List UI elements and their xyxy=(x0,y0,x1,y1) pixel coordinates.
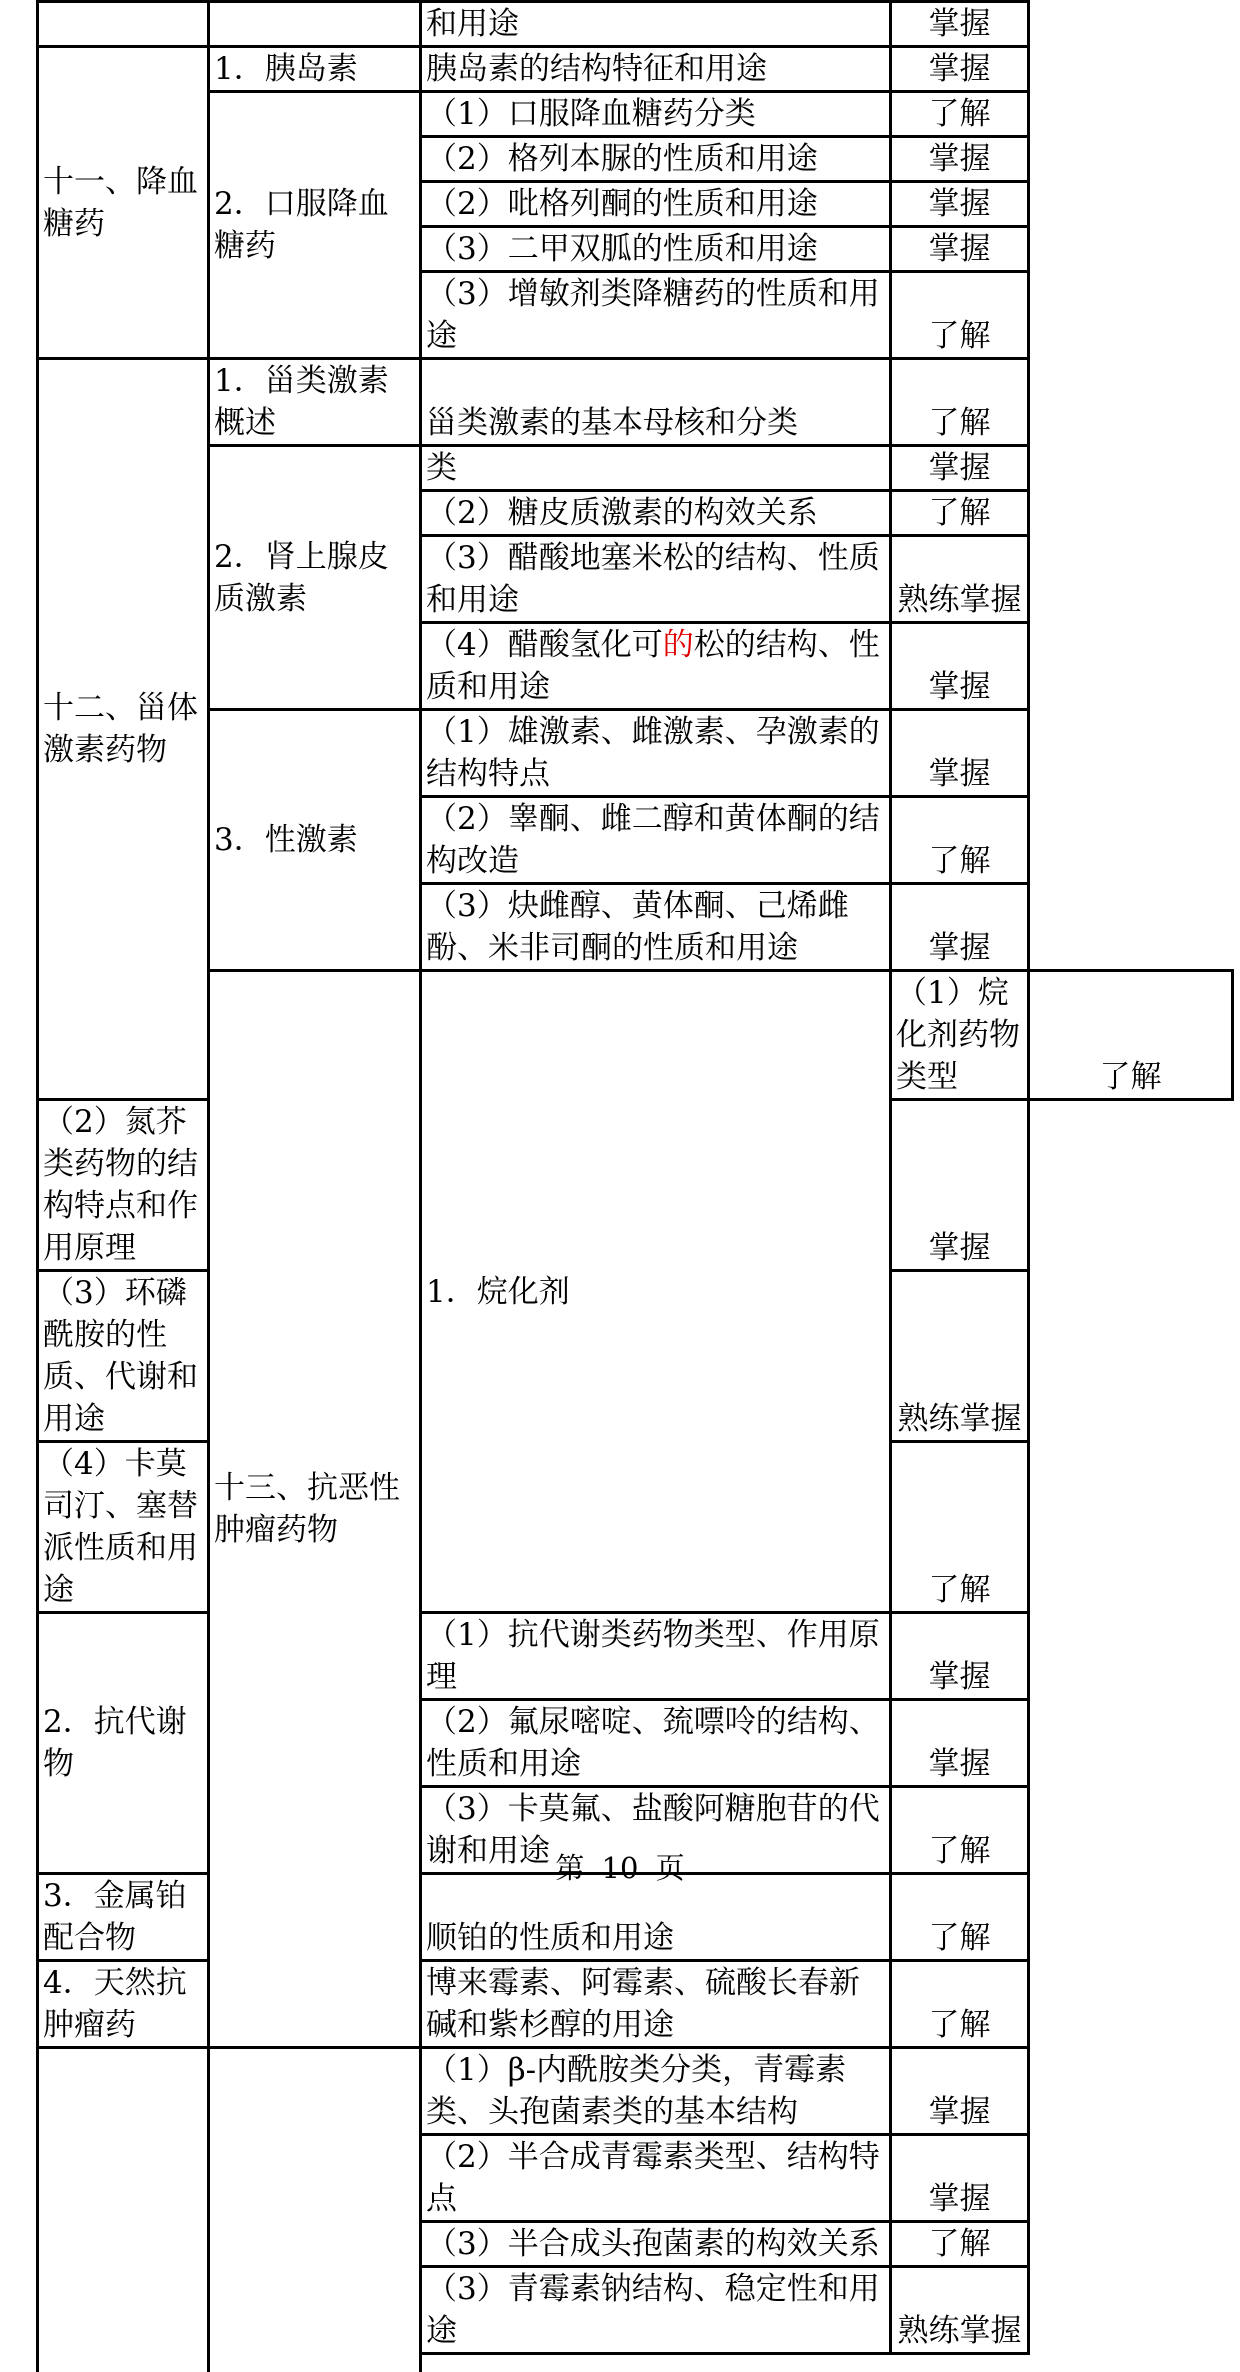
level-cell: 了解 xyxy=(891,359,1029,446)
level-cell: 掌握 xyxy=(891,623,1029,710)
page-footer xyxy=(0,1846,1240,1887)
content-cell: （3）醋酸地塞米松的结构、性质和用途 xyxy=(421,536,891,623)
table-row xyxy=(38,47,1233,92)
level-cell: 了解 xyxy=(1029,971,1233,1100)
level-cell: 了解 xyxy=(891,1874,1029,1961)
page-label-prefix: 第 xyxy=(555,1851,585,1885)
level-cell: 了解 xyxy=(891,1442,1029,1613)
content-cell xyxy=(421,623,891,710)
level-cell: 掌握 xyxy=(891,710,1029,797)
syllabus-table xyxy=(36,0,1234,2372)
content-cell: （2）半合成青霉素类型、结构特点 xyxy=(421,2135,891,2222)
content-cell: （3）环磷酰胺的性质、代谢和用途 xyxy=(38,1271,209,1442)
level-cell: 掌握 xyxy=(891,227,1029,272)
level-cell: 了解 xyxy=(891,272,1029,359)
content-cell: （2）格列本脲的性质和用途 xyxy=(421,137,891,182)
content-cell: （2）睾酮、雌二醇和黄体酮的结构改造 xyxy=(421,797,891,884)
level-cell: 熟练掌握 xyxy=(891,1271,1029,1442)
sub-cell xyxy=(209,2048,421,2372)
level-cell: 了解 xyxy=(891,491,1029,536)
table-row xyxy=(38,359,1233,446)
content-cell: （2）吡格列酮的性质和用途 xyxy=(421,182,891,227)
sub-cell: 2．肾上腺皮质激素 xyxy=(209,446,421,710)
content-cell: （3）二甲双胍的性质和用途 xyxy=(421,227,891,272)
level-cell: 熟练掌握 xyxy=(891,536,1029,623)
content-cell: （2）糖皮质激素的构效关系 xyxy=(421,491,891,536)
unit-cell xyxy=(38,2048,209,2372)
level-cell: 掌握 xyxy=(891,446,1029,491)
level-cell: 了解 xyxy=(891,92,1029,137)
level-cell: 了解 xyxy=(891,2222,1029,2267)
content-cell: （3）增敏剂类降糖药的性质和用途 xyxy=(421,272,891,359)
content-cell: （2）氟尿嘧啶、巯嘌呤的结构、性质和用途 xyxy=(421,1700,891,1787)
level-cell: 掌握 xyxy=(891,1700,1029,1787)
level-cell: 掌握 xyxy=(891,182,1029,227)
highlighted-character: 的 xyxy=(662,627,694,663)
table-row xyxy=(38,2,1233,47)
content-cell: 博来霉素、阿霉素、硫酸长春新碱和紫杉醇的用途 xyxy=(421,1961,891,2048)
content-cell: （1）β-内酰胺类分类，青霉素类、头孢菌素类的基本结构 xyxy=(421,2048,891,2135)
content-cell: 和用途 xyxy=(421,2,891,47)
sub-cell xyxy=(209,2,421,47)
page-number: 10 xyxy=(601,1851,639,1885)
level-cell: 掌握 xyxy=(891,2,1029,47)
level-cell: 熟练掌握 xyxy=(891,2267,1029,2354)
level-cell: 掌握 xyxy=(891,1613,1029,1700)
content-cell: （1）口服降血糖药分类 xyxy=(421,92,891,137)
level-cell: 掌握 xyxy=(891,137,1029,182)
level-cell: 掌握 xyxy=(891,47,1029,92)
sub-cell: 3．性激素 xyxy=(209,710,421,971)
content-cell: （3）炔雌醇、黄体酮、己烯雌酚、米非司酮的性质和用途 xyxy=(421,884,891,971)
sub-cell: 1．胰岛素 xyxy=(209,47,421,92)
level-cell: 了解 xyxy=(891,797,1029,884)
content-text: （4）醋酸氢化可 xyxy=(426,627,663,663)
content-cell: 顺铂的性质和用途 xyxy=(421,1874,891,1961)
level-cell: 了解 xyxy=(891,1961,1029,2048)
content-cell xyxy=(421,2354,891,2372)
sub-cell: 3．金属铂配合物 xyxy=(38,1874,209,1961)
level-cell xyxy=(891,2354,1029,2372)
page-label-suffix: 页 xyxy=(655,1851,685,1885)
content-cell: （1）抗代谢类药物类型、作用原理 xyxy=(421,1613,891,1700)
unit-cell: 十一、降血糖药 xyxy=(38,47,209,359)
table-row xyxy=(38,92,1233,137)
level-cell: 掌握 xyxy=(891,2135,1029,2222)
content-cell: （2）氮芥类药物的结构特点和作用原理 xyxy=(38,1100,209,1271)
sub-cell: 1．甾类激素概述 xyxy=(209,359,421,446)
content-cell: （3）卡莫氟、盐酸阿糖胞苷的代谢和用途 xyxy=(421,1787,891,1874)
unit-cell: 十二、甾体激素药物 xyxy=(38,359,209,1100)
unit-cell xyxy=(38,2,209,47)
level-cell: 掌握 xyxy=(891,884,1029,971)
content-cell: （1）烷化剂药物类型 xyxy=(891,971,1029,1100)
level-cell: 掌握 xyxy=(891,2048,1029,2135)
table-row xyxy=(38,971,1233,1100)
content-cell: 类 xyxy=(421,446,891,491)
content-cell: （1）雄激素、雌激素、孕激素的结构特点 xyxy=(421,710,891,797)
content-cell: （3）青霉素钠结构、稳定性和用途 xyxy=(421,2267,891,2354)
content-cell: （3）半合成头孢菌素的构效关系 xyxy=(421,2222,891,2267)
table-row xyxy=(38,2048,1233,2135)
unit-cell: 十三、抗恶性肿瘤药物 xyxy=(209,971,421,2048)
content-text: 松的结构、性质和用途 xyxy=(426,627,880,705)
content-cell: 胰岛素的结构特征和用途 xyxy=(421,47,891,92)
content-cell: 甾类激素的基本母核和分类 xyxy=(421,359,891,446)
sub-cell: 2．口服降血糖药 xyxy=(209,92,421,359)
table-row xyxy=(38,446,1233,491)
sub-cell: 4．天然抗肿瘤药 xyxy=(38,1961,209,2048)
table-row xyxy=(38,710,1233,797)
level-cell: 了解 xyxy=(891,1787,1029,1874)
level-cell: 掌握 xyxy=(891,1100,1029,1271)
sub-cell: 1．烷化剂 xyxy=(421,971,891,1613)
sub-cell: 2．抗代谢物 xyxy=(38,1613,209,1874)
content-cell: （4）卡莫司汀、塞替派性质和用途 xyxy=(38,1442,209,1613)
